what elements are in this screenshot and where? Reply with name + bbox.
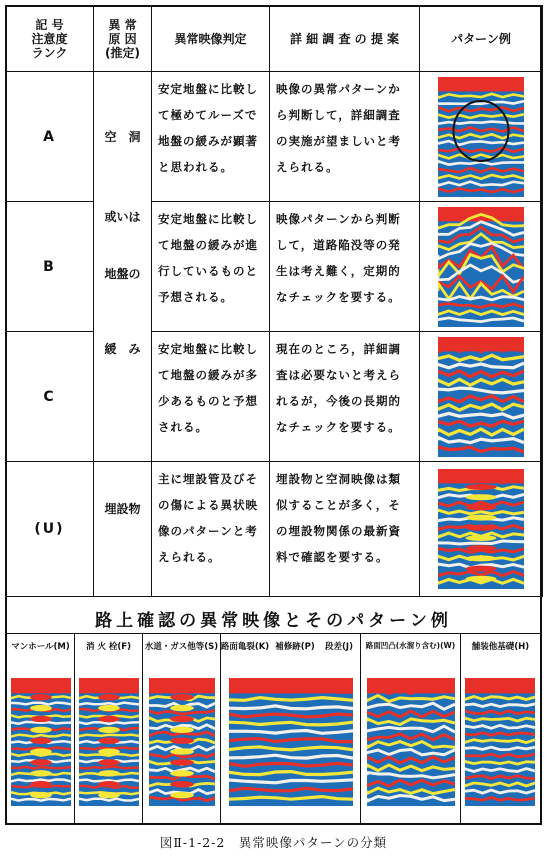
foundation-pattern-icon xyxy=(465,678,535,806)
road-pattern-row xyxy=(7,633,540,824)
road-label-m: マンホール(M) xyxy=(11,642,70,652)
manhole-pattern-icon xyxy=(11,678,71,806)
table-row xyxy=(6,462,543,597)
cause-cell xyxy=(94,202,152,332)
rank-a: A xyxy=(6,72,94,202)
table-row xyxy=(6,332,543,462)
rank-c: C xyxy=(6,332,94,462)
pattern-c xyxy=(420,332,543,462)
rank-b: B xyxy=(6,202,94,332)
judgement-u: 主に埋設管及びその傷による異状映像のパターンと考えられる。 xyxy=(152,462,270,597)
cause-c2: 或いは xyxy=(104,209,141,224)
figure-caption: 図Ⅱ-1-2-2 異常映像パターンの分類 xyxy=(159,835,388,850)
road-pattern-cell xyxy=(7,634,75,824)
pipe-pattern-icon xyxy=(149,678,215,806)
pattern-u xyxy=(420,462,543,597)
cause-cell xyxy=(94,332,152,462)
radar-pattern-b-icon xyxy=(438,207,524,327)
header-rank: 記 号 注意度 ランク xyxy=(6,6,94,72)
road-section-title: 路上確認の異常映像とそのパターン例 xyxy=(95,611,452,631)
judgement-c: 安定地盤に比較して地盤の緩みが多少あるものと予想される。 xyxy=(152,332,270,462)
road-label-w: 路面凹凸(水溜り含む)(W) xyxy=(365,641,456,650)
proposal-c: 現在のところ，詳細調査は必要ないと考えられるが，今後の長期的なチェックを要する。 xyxy=(270,332,420,462)
radar-pattern-u-icon xyxy=(438,469,524,589)
cause-cell xyxy=(94,72,152,202)
road-pattern-cell xyxy=(75,634,143,824)
header-pattern: パターン例 xyxy=(420,6,543,72)
pothole-pattern-icon xyxy=(367,678,455,806)
cause-cell xyxy=(94,462,152,597)
pattern-b xyxy=(420,202,543,332)
road-pattern-cell xyxy=(461,634,540,824)
pattern-a xyxy=(420,72,543,202)
proposal-u: 埋設物と空洞映像は類似することが多く，その埋設物関係の最新資料で確認を要する。 xyxy=(270,462,420,597)
road-label-h: 舗装他基礎(H) xyxy=(471,642,530,652)
crack-patch-step-pattern-icon xyxy=(229,678,353,806)
cause-c5: 埋設物 xyxy=(104,502,141,516)
header-proposal: 詳 細 調 査 の 提 案 xyxy=(270,6,420,72)
radar-pattern-c-icon xyxy=(438,337,524,457)
rank-u: (U) xyxy=(6,462,94,597)
road-pattern-cell xyxy=(221,634,361,824)
road-label-k: 路面亀裂(K) xyxy=(220,642,270,652)
radar-pattern-a-icon xyxy=(438,77,524,197)
cause-c1: 空 洞 xyxy=(104,130,141,145)
table-row xyxy=(6,72,543,202)
road-label-p: 補修跡(P) xyxy=(275,642,315,652)
road-label-s: 水道・ガス他等(S) xyxy=(144,642,219,652)
road-label-f: 消 火 栓(F) xyxy=(86,642,131,652)
classification-table xyxy=(5,5,543,597)
proposal-b: 映像パターンから判断して，道路陥没等の発生は考え難く，定期的なチェックを要する。 xyxy=(270,202,420,332)
header-cause: 異 常 原 因 (推定) xyxy=(94,6,152,72)
judgement-b: 安定地盤に比較して地盤の緩みが進行しているものと予想される。 xyxy=(152,202,270,332)
cause-c4: 緩 み xyxy=(104,341,141,356)
proposal-a: 映像の異常パターンから判断して，詳細調査の実施が望ましいと考えられる。 xyxy=(270,72,420,202)
table-row xyxy=(6,202,543,332)
road-label-j: 段差(J) xyxy=(325,642,353,652)
header-judgement: 異常映像判定 xyxy=(152,6,270,72)
judgement-a: 安定地盤に比較して極めてルーズで地盤の緩みが顕著と思われる。 xyxy=(152,72,270,202)
header-row xyxy=(6,6,543,72)
road-pattern-cell xyxy=(361,634,461,824)
cause-c3: 地盤の xyxy=(104,266,141,281)
hydrant-pattern-icon xyxy=(79,678,139,806)
road-pattern-cell xyxy=(143,634,221,824)
